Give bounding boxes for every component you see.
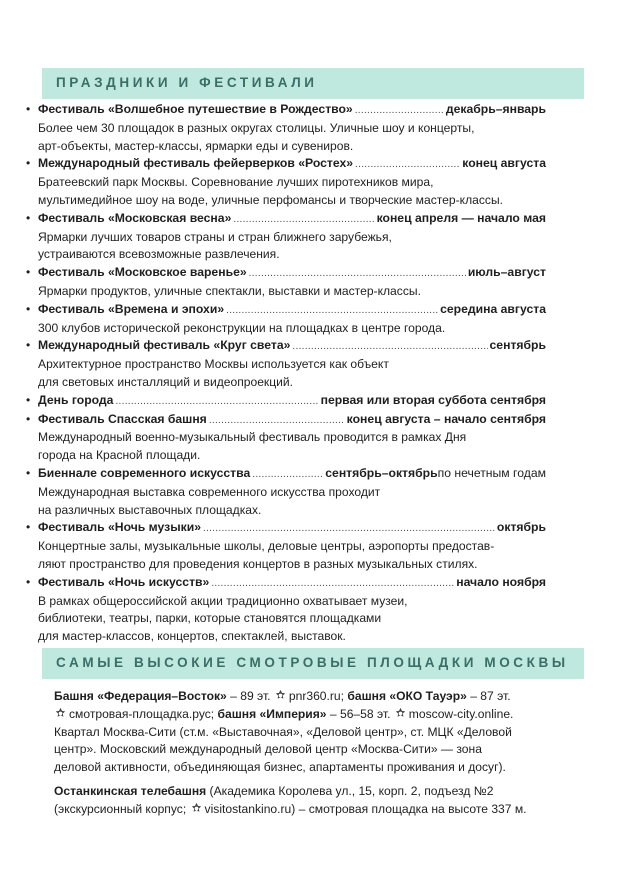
event-heading — [38, 519, 546, 538]
event-description: В рамках общероссийской акции традиционно охватывает музеи, — [38, 593, 408, 608]
event-description: арт-объекты, мастер-классы, ярмарки еды и сувениров. — [38, 138, 354, 153]
event-name: День города — [38, 392, 114, 407]
globe-icon — [274, 689, 287, 702]
event-note: по нечетным годам — [437, 465, 546, 480]
event-heading — [38, 264, 546, 283]
event-description: на различных выставочных площадках. — [38, 502, 262, 517]
event-description: для мастер-классов, концертов, спектаклей, выставок. — [38, 629, 346, 644]
event-date: июль–август — [467, 265, 546, 280]
event-heading — [38, 337, 546, 356]
event-heading — [38, 301, 546, 320]
event-heading — [38, 411, 546, 430]
event-heading — [38, 210, 546, 229]
event-description: для световых инсталляций и видеопроекций. — [38, 374, 294, 389]
tower-site-link[interactable]: смотровая-площадка.рус — [69, 706, 211, 721]
globe-icon — [190, 802, 203, 815]
section-header-observation — [42, 648, 584, 679]
event-date: конец августа – начало сентября — [346, 411, 546, 426]
event-name: Биеннале современного искусства — [38, 465, 251, 480]
tower-name: башня «ОКО Тауэр» — [347, 689, 467, 703]
event-heading — [38, 101, 546, 120]
leader-dots — [115, 392, 318, 411]
event-name: Международный фестиваль фейерверков «Ростех» — [38, 156, 354, 171]
event-description: устраиваются всевозможные развлечения. — [38, 247, 280, 262]
event-date: сентябрь–октябрь — [325, 465, 438, 480]
list-item — [26, 155, 546, 209]
list-item — [26, 210, 546, 264]
leader-dots — [233, 210, 374, 229]
event-description: города на Красной площади. — [38, 448, 201, 463]
list-item — [26, 264, 546, 301]
event-name: Фестиваль Спасская башня — [38, 411, 207, 426]
towers-line-3: Квартал Москва-Сити (ст.м. «Выставочная», «Деловой центр», ст. МЦК «Деловой — [54, 724, 512, 739]
bullet: • — [26, 156, 31, 171]
tower-name: Башня «Федерация–Восток» — [54, 689, 227, 703]
leader-dots — [211, 574, 454, 593]
event-name: Фестиваль «Московское варенье» — [38, 265, 247, 280]
section-title: ПРАЗДНИКИ И ФЕСТИВАЛИ — [56, 75, 318, 90]
event-name: Фестиваль «Ночь музыки» — [38, 520, 201, 535]
bullet: • — [26, 338, 31, 353]
list-item — [26, 411, 546, 465]
leader-dots — [249, 264, 466, 283]
event-date: сентябрь — [489, 338, 546, 353]
event-description: Архитектурное пространство Москвы используется как объект — [38, 357, 389, 372]
list-item — [26, 101, 546, 155]
event-description: Ярмарки лучших товаров страны и стран ближнего зарубежья, — [38, 229, 392, 244]
towers-line-1: Башня «Федерация–Восток» – 89 эт. pnr360.ru; башня «ОКО Тауэр» – 87 эт. — [54, 689, 511, 703]
bullet: • — [26, 301, 31, 316]
list-item — [26, 574, 546, 646]
bullet: • — [26, 102, 31, 116]
section-title: САМЫЕ ВЫСОКИЕ СМОТРОВЫЕ ПЛОЩАДКИ МОСКВЫ — [56, 655, 569, 670]
festival-list — [26, 101, 546, 646]
leader-dots — [355, 101, 444, 120]
bullet: • — [26, 265, 31, 280]
ostankino-line-1: Останкинская телебашня (Академика Королева ул., 15, корп. 2, подъезд №2 — [54, 783, 494, 798]
event-description: Международная выставка современного искусства проходит — [38, 484, 381, 499]
list-item — [26, 392, 546, 411]
event-heading — [38, 574, 546, 593]
event-description: мультимедийное шоу на воде, уличные перфомансы и творческие мастер-классы. — [38, 192, 503, 207]
leader-dots — [209, 411, 345, 430]
leader-dots — [355, 155, 460, 174]
event-name: Фестиваль «Московская весна» — [38, 210, 232, 225]
event-description: Концертные залы, музыкальные школы, деловые центры, аэропорты предостав- — [38, 539, 495, 554]
event-description: Ярмарки продуктов, уличные спектакли, выставки и мастер-классы. — [38, 283, 421, 298]
event-date: конец августа — [462, 156, 546, 171]
event-description: Международный военно-музыкальный фестиваль проводится в рамках Дня — [38, 430, 467, 445]
towers-line-2: смотровая-площадка.рус; башня «Империя» – 56–58 эт. moscow-city.online. — [54, 706, 554, 724]
leader-dots — [292, 337, 487, 356]
event-date: декабрь–январь — [445, 102, 546, 116]
bullet: • — [26, 210, 31, 225]
event-date: начало ноября — [456, 574, 546, 589]
event-heading — [38, 392, 546, 411]
event-description: ляют пространство для проведения концертов в разных музыкальных стилях. — [38, 556, 478, 571]
globe-icon — [394, 707, 407, 720]
event-description: Братеевский парк Москвы. Соревнование лучших пиротехников мира, — [38, 175, 434, 190]
tower-site-link[interactable]: pnr360.ru — [288, 689, 341, 703]
event-date: середина августа — [440, 301, 546, 316]
event-name: Фестиваль «Волшебное путешествие в Рождество» — [38, 102, 353, 116]
bullet: • — [26, 392, 31, 407]
list-item — [26, 337, 546, 391]
event-date: октябрь — [496, 520, 546, 535]
leader-dots — [252, 465, 323, 484]
bullet: • — [26, 411, 31, 426]
tower-site-link[interactable]: moscow-city.online. — [408, 706, 514, 721]
tower-name: Останкинская телебашня — [54, 783, 207, 798]
event-name: Международный фестиваль «Круг света» — [38, 338, 291, 353]
event-description: 300 клубов исторической реконструкции на площадках в центре города. — [38, 320, 446, 335]
globe-icon — [54, 707, 67, 720]
bullet: • — [26, 520, 31, 535]
observation-decks — [54, 688, 554, 819]
bullet: • — [26, 574, 31, 589]
list-item — [26, 465, 546, 519]
bullet: • — [26, 465, 31, 480]
event-date: первая или вторая суббота сентября — [320, 392, 546, 407]
list-item — [26, 301, 546, 338]
event-heading — [38, 465, 546, 484]
tower-name: башня «Империя» — [217, 706, 327, 721]
event-name: Фестиваль «Ночь искусств» — [38, 574, 210, 589]
event-description: Более чем 30 площадок в разных округах столицы. Уличные шоу и концерты, — [38, 120, 475, 135]
event-name: Фестиваль «Времена и эпохи» — [38, 301, 225, 316]
event-date: конец апреля — начало мая — [376, 210, 546, 225]
ostankino-line-2: (экскурсионный корпус; visitostankino.ru) – смотровая площадка на высоте 337 м. — [54, 801, 527, 816]
leader-dots — [226, 301, 438, 320]
towers-line-5: деловой активности, объединяющая бизнес, апартаменты проживания и досуг). — [54, 760, 506, 775]
leader-dots — [203, 519, 495, 538]
tower-site-link[interactable]: visitostankino.ru — [204, 801, 292, 816]
event-description: библиотеки, театры, парки, которые становятся площадками — [38, 611, 382, 626]
list-item — [26, 519, 546, 573]
section-header-festivals — [42, 68, 584, 99]
towers-line-4: центр». Московский международный деловой центр «Москва-Сити» — зона — [54, 742, 482, 757]
event-heading — [38, 155, 546, 174]
